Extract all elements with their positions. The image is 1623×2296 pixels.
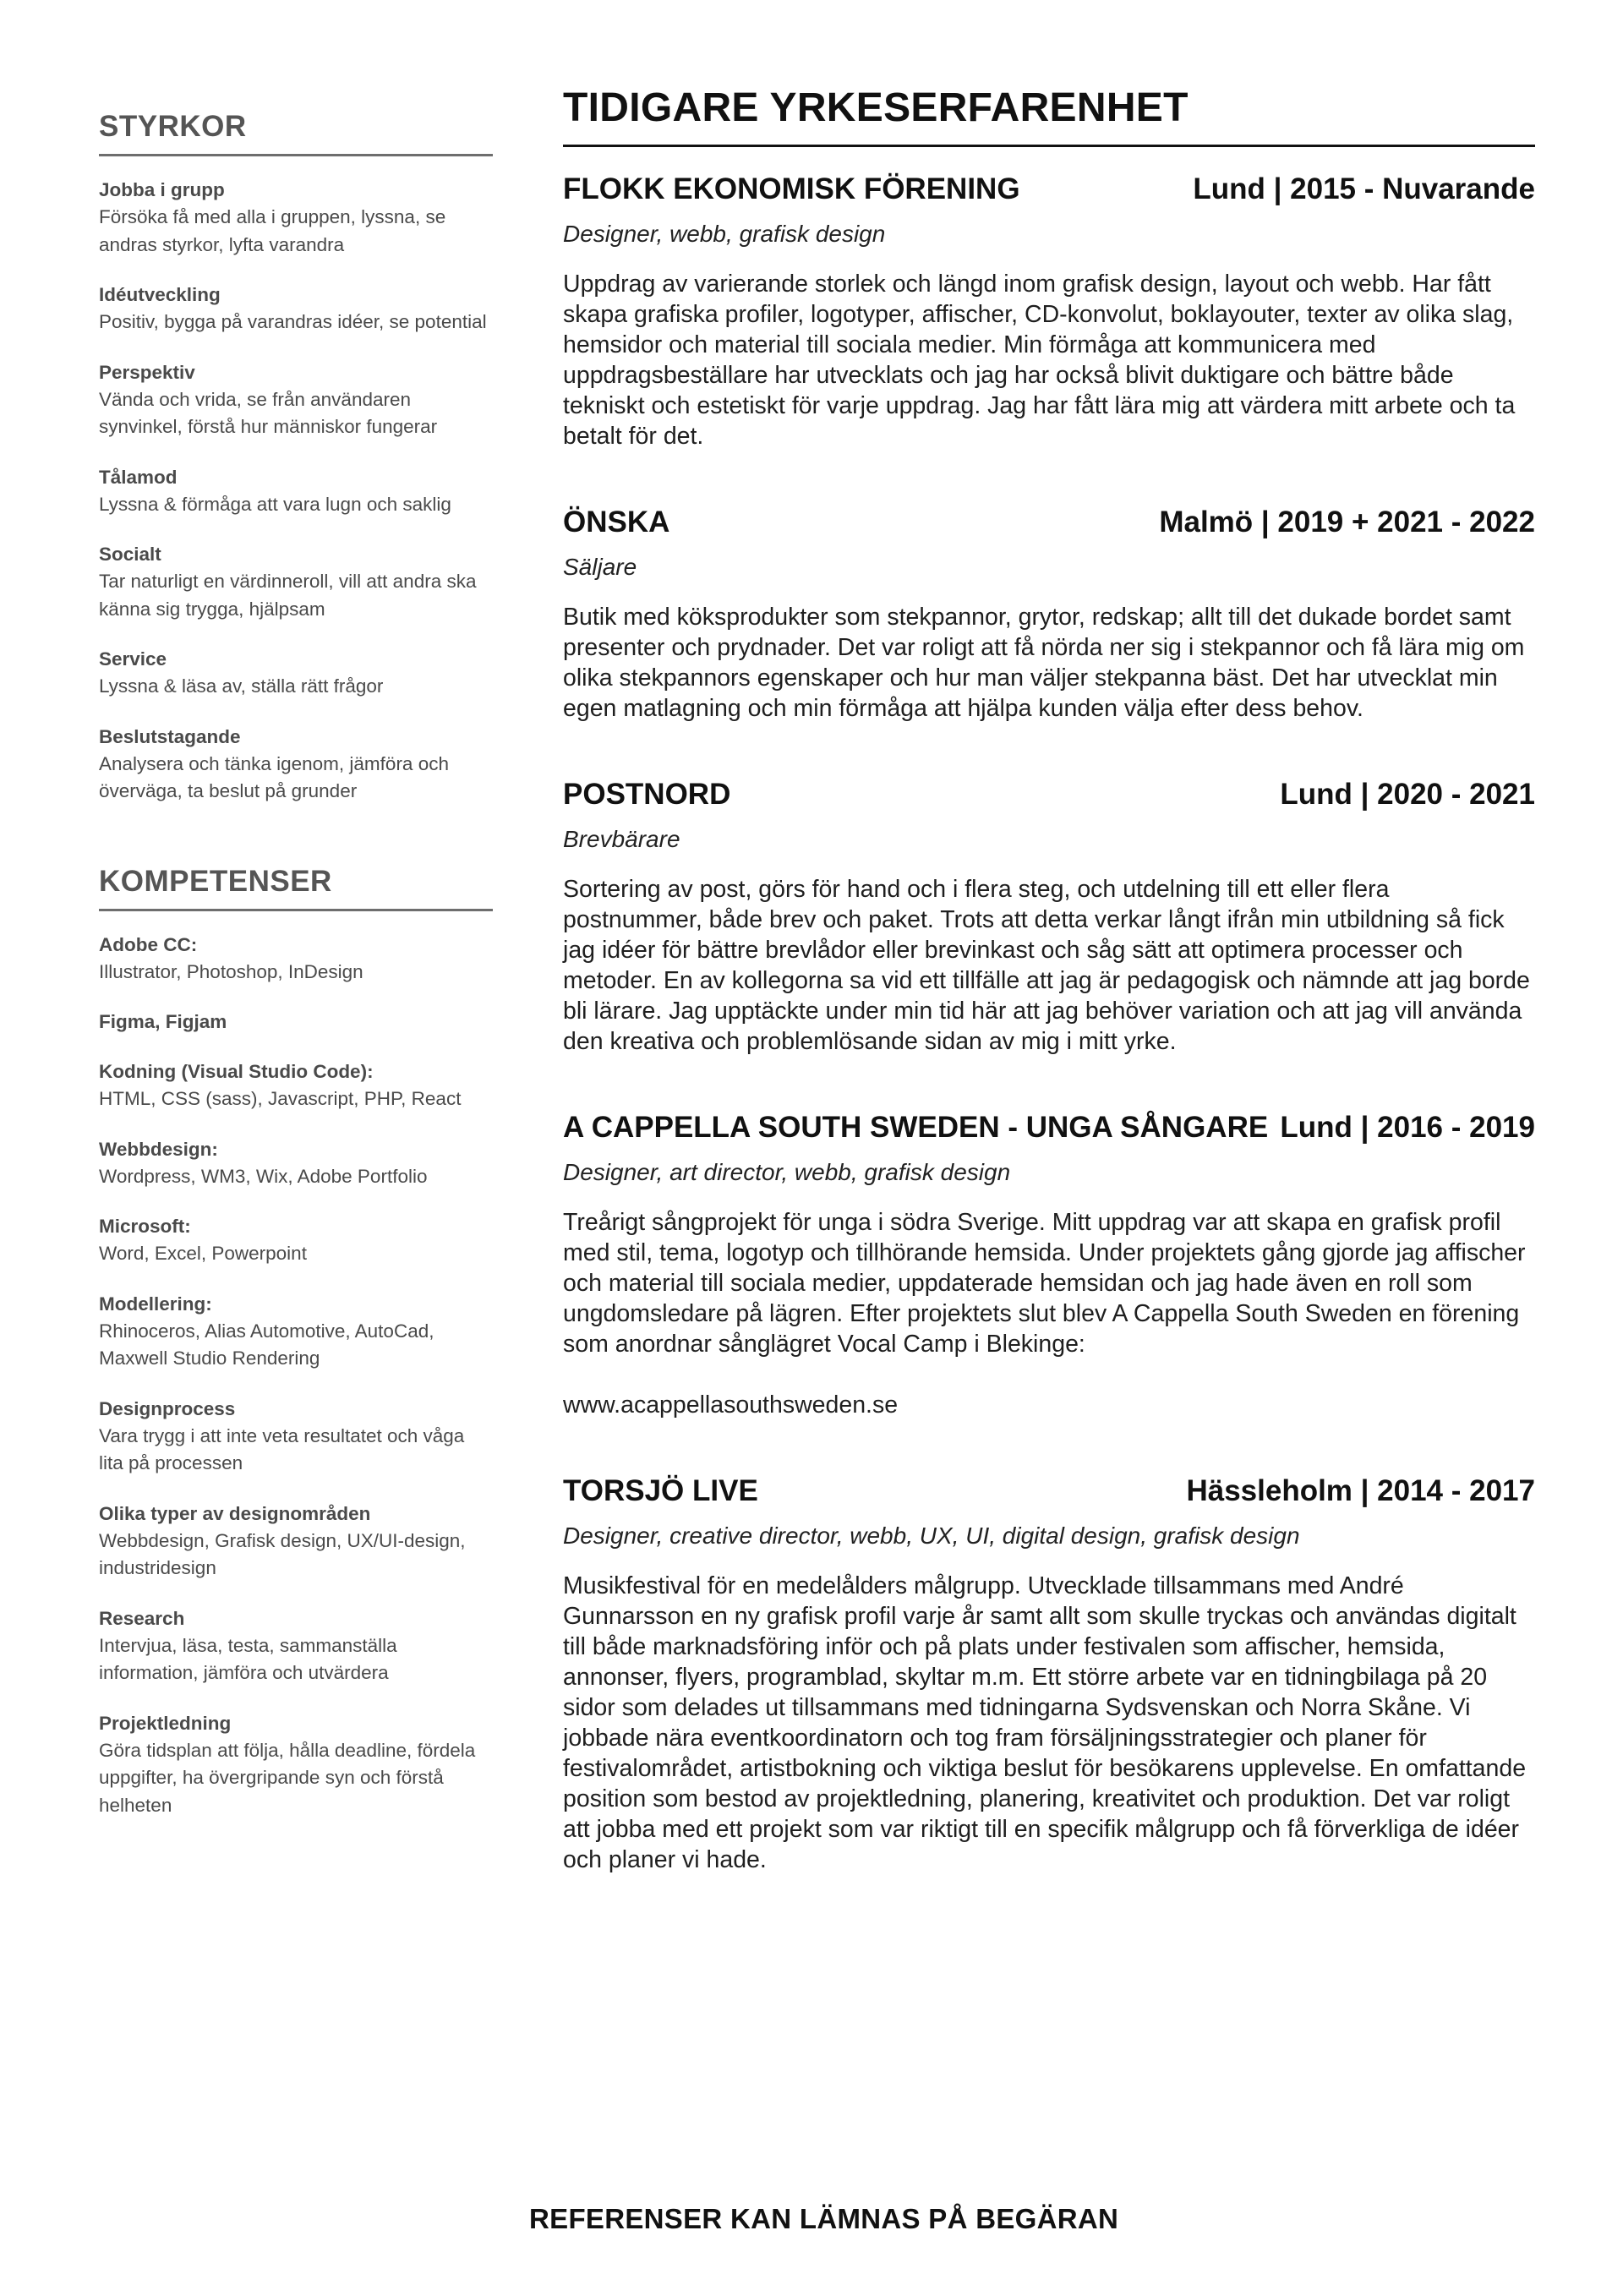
job-description: Uppdrag av varierande storlek och längd inom grafisk design, layout och webb. Har fått skapa grafiska profiler, logotyper, affischer, CD-konvolut, boklayouter, texter av olika slag, hemsidor och material till sociala medier. Min förmåga att kommunicera med uppdragsbeställare har utvecklats och jag har också blivit duktigare och bättre både tekniskt och estetiskt för varje uppdrag. Jag har fått lära mig att värdera mitt arbete och ta betalt för det.: [563, 271, 1516, 450]
sidebar-item: [99, 1058, 493, 1113]
job-header: [563, 1109, 1535, 1146]
sidebar-item-text: Tar naturligt en värdinneroll, vill att andra ska känna sig trygga, hjälpsam: [99, 571, 477, 620]
strengths-list: [99, 177, 493, 806]
job-location-period: Lund | 2020 - 2021: [1280, 778, 1535, 811]
sidebar-item-text: Vara trygg i att inte veta resultatet och våga lita på processen: [99, 1424, 465, 1473]
sidebar-item: [99, 1136, 493, 1191]
sidebar-item-label: Idéutveckling: [99, 284, 221, 305]
sidebar-item-label: Modellering:: [99, 1293, 212, 1315]
sidebar-item-text: Försöka få med alla i gruppen, lyssna, se andras styrkor, lyfta varandra: [99, 206, 446, 255]
sidebar-item: [99, 464, 493, 519]
sidebar-item-text: Intervjua, läsa, testa, sammanställa information, jämföra och utvärdera: [99, 1634, 397, 1683]
job-entry: [563, 1109, 1535, 1420]
job-header: [563, 504, 1535, 541]
experience-section: [563, 85, 1535, 1927]
job-role: Designer, art director, webb, grafisk design: [563, 1159, 1011, 1185]
sidebar-item: [99, 646, 493, 701]
sidebar-item-text: Göra tidsplan att följa, hålla deadline, fördela uppgifter, ha övergripande syn och förstå helheten: [99, 1739, 476, 1816]
competences-section: [99, 865, 493, 1820]
sidebar-item: [99, 1396, 493, 1478]
job-entry: [563, 776, 1535, 1057]
sidebar-item: [99, 1501, 493, 1583]
job-role: Brevbärare: [563, 826, 680, 852]
sidebar-item-label: Tålamod: [99, 466, 178, 488]
sidebar-item-text: Positiv, bygga på varandras idéer, se potential: [99, 311, 487, 332]
sidebar-item-label: Microsoft:: [99, 1216, 191, 1237]
job-description: Treårigt sångprojekt för unga i södra Sverige. Mitt uppdrag var att skapa en grafisk profil med stil, tema, logotyp och tillhörande hemsida. Under projektets gång gjorde jag affischer och material till sociala medier, uppdaterade hemsidan och jag hade även en roll som ungdomsledare på lägren. Efter projektets slut blev A Cappella South Sweden en förening som anordnar sånglägret Vocal Camp i Blekinge:: [563, 1209, 1526, 1358]
sidebar-item-text: Word, Excel, Powerpoint: [99, 1243, 307, 1264]
sidebar-item-label: Figma, Figjam: [99, 1011, 227, 1032]
sidebar-item-label: Olika typer av designområden: [99, 1502, 371, 1524]
job-website-link[interactable]: www.acappellasouthsweden.se: [563, 1391, 899, 1419]
job-description: Musikfestival för en medelålders målgrupp. Utvecklade tillsammans med André Gunnarsson en ny grafisk profil varje år samt allt som skulle tryckas och användas digitalt till både marknadsföring inför och på plats under festivalen som affischer, hemsida, annonser, flyers, programblad, skyltar m.m. Ett större arbete var en tidningbilaga på 20 sidor som delades ut tillsammans med tidningarna Sydsvenskan och Norra Skåne. Vi jobbade nära eventkoordinatorn och tog fram försäljningsstrategier och planer för festivalområdet, artistbokning och viktiga beslut för besökarens upplevelse. En omfattande position som bestod av projektledning, planering, kreativitet och produktion. Det var roligt att jobba med ett projekt som var riktigt till en specifik målgrupp och få förverkliga de idéer och planer vi hade.: [563, 1572, 1527, 1873]
job-location-period: Lund | 2015 - Nuvarande: [1193, 172, 1535, 205]
sidebar-item: [99, 932, 493, 987]
job-entry: [563, 1473, 1535, 1875]
job-header: [563, 171, 1535, 208]
sidebar-item-label: Service: [99, 648, 167, 670]
job-header: [563, 776, 1535, 813]
sidebar-item-text: Lyssna & läsa av, ställa rätt frågor: [99, 675, 384, 697]
sidebar-item: [99, 177, 493, 259]
job-company: FLOKK EKONOMISK FÖRENING: [563, 172, 1020, 205]
sidebar-item-text: Vända och vrida, se från användaren synvinkel, förstå hur människor fungerar: [99, 388, 438, 437]
sidebar-item: [99, 1710, 493, 1820]
sidebar-item-label: Webbdesign:: [99, 1138, 218, 1160]
sidebar-item: [99, 541, 493, 623]
sidebar-item: [99, 1009, 493, 1036]
sidebar-item-label: Perspektiv: [99, 361, 195, 383]
job-role: Säljare: [563, 554, 637, 580]
sidebar-item-label: Projektledning: [99, 1712, 232, 1734]
job-location-period: Lund | 2016 - 2019: [1280, 1111, 1535, 1144]
sidebar-item-label: Jobba i grupp: [99, 179, 225, 200]
job-entry: [563, 504, 1535, 724]
sidebar-item-text: HTML, CSS (sass), Javascript, PHP, React: [99, 1088, 462, 1109]
sidebar-item-label: Beslutstagande: [99, 725, 241, 747]
sidebar-item: [99, 282, 493, 336]
sidebar: [99, 110, 493, 1842]
job-company: TORSJÖ LIVE: [563, 1474, 758, 1507]
job-description: Butik med köksprodukter som stekpannor, grytor, redskap; allt till det dukade bordet samt presenter och prydnader. Det var roligt att få nörda ner sig i stekpannor och få lära mig om olika stekpannors egenskaper och hur man väljer stekpanna bäst. Det har utvecklat min egen matlagning och min förmåga att hjälpa kunden välja efter dess behov.: [563, 604, 1525, 722]
job-role: Designer, webb, grafisk design: [563, 221, 886, 247]
competences-heading: KOMPETENSER: [99, 865, 493, 911]
sidebar-item-label: Research: [99, 1607, 185, 1629]
job-company: ÖNSKA: [563, 506, 670, 538]
sidebar-item: [99, 1605, 493, 1687]
sidebar-item-text: Lyssna & förmåga att vara lugn och saklig: [99, 493, 451, 515]
job-description: Sortering av post, görs för hand och i flera steg, och utdelning till ett eller flera postnummer, både brev och paket. Trots att detta verkar långt ifrån min utbildning så fick jag idéer för bättre brevlådor eller brevinkast och såg sätt att optimera processer och metoder. En av kollegorna sa vid ett tillfälle att jag är pedagogisk och nämnde att jag borde bli lärare. Jag upptäckte under min tid här att jag behöver variation och att jag vill använda den kreativa och problemlösande sidan av mig i mitt yrke.: [563, 876, 1530, 1055]
job-entry: [563, 171, 1535, 451]
sidebar-item-text: Wordpress, WM3, Wix, Adobe Portfolio: [99, 1165, 428, 1187]
sidebar-item-text: Webbdesign, Grafisk design, UX/UI-design, industridesign: [99, 1529, 466, 1578]
experience-heading: TIDIGARE YRKESERFARENHET: [563, 85, 1535, 147]
sidebar-item-label: Adobe CC:: [99, 933, 198, 955]
sidebar-item: [99, 724, 493, 806]
job-location-period: Hässleholm | 2014 - 2017: [1186, 1474, 1535, 1507]
job-company: A CAPPELLA SOUTH SWEDEN - UNGA SÅNGARE: [563, 1111, 1269, 1144]
sidebar-item-label: Socialt: [99, 544, 161, 565]
references-note: REFERENSER KAN LÄMNAS PÅ BEGÄRAN: [529, 2203, 1119, 2234]
strengths-section: [99, 110, 493, 806]
strengths-heading: STYRKOR: [99, 110, 493, 156]
job-location-period: Malmö | 2019 + 2021 - 2022: [1159, 506, 1535, 538]
sidebar-item-text: Rhinoceros, Alias Automotive, AutoCad, Maxwell Studio Rendering: [99, 1320, 434, 1369]
competences-list: [99, 932, 493, 1820]
sidebar-item: [99, 1213, 493, 1268]
sidebar-item: [99, 359, 493, 441]
job-company: POSTNORD: [563, 778, 731, 811]
sidebar-item-text: Illustrator, Photoshop, InDesign: [99, 960, 363, 982]
job-header: [563, 1473, 1535, 1510]
sidebar-item-label: Designprocess: [99, 1397, 236, 1419]
jobs-list: [563, 171, 1535, 1875]
job-role: Designer, creative director, webb, UX, UI, digital design, grafisk design: [563, 1522, 1300, 1549]
sidebar-item-text: Analysera och tänka igenom, jämföra och överväga, ta beslut på grunder: [99, 752, 449, 801]
sidebar-item: [99, 1291, 493, 1373]
sidebar-item-label: Kodning (Visual Studio Code):: [99, 1061, 374, 1082]
